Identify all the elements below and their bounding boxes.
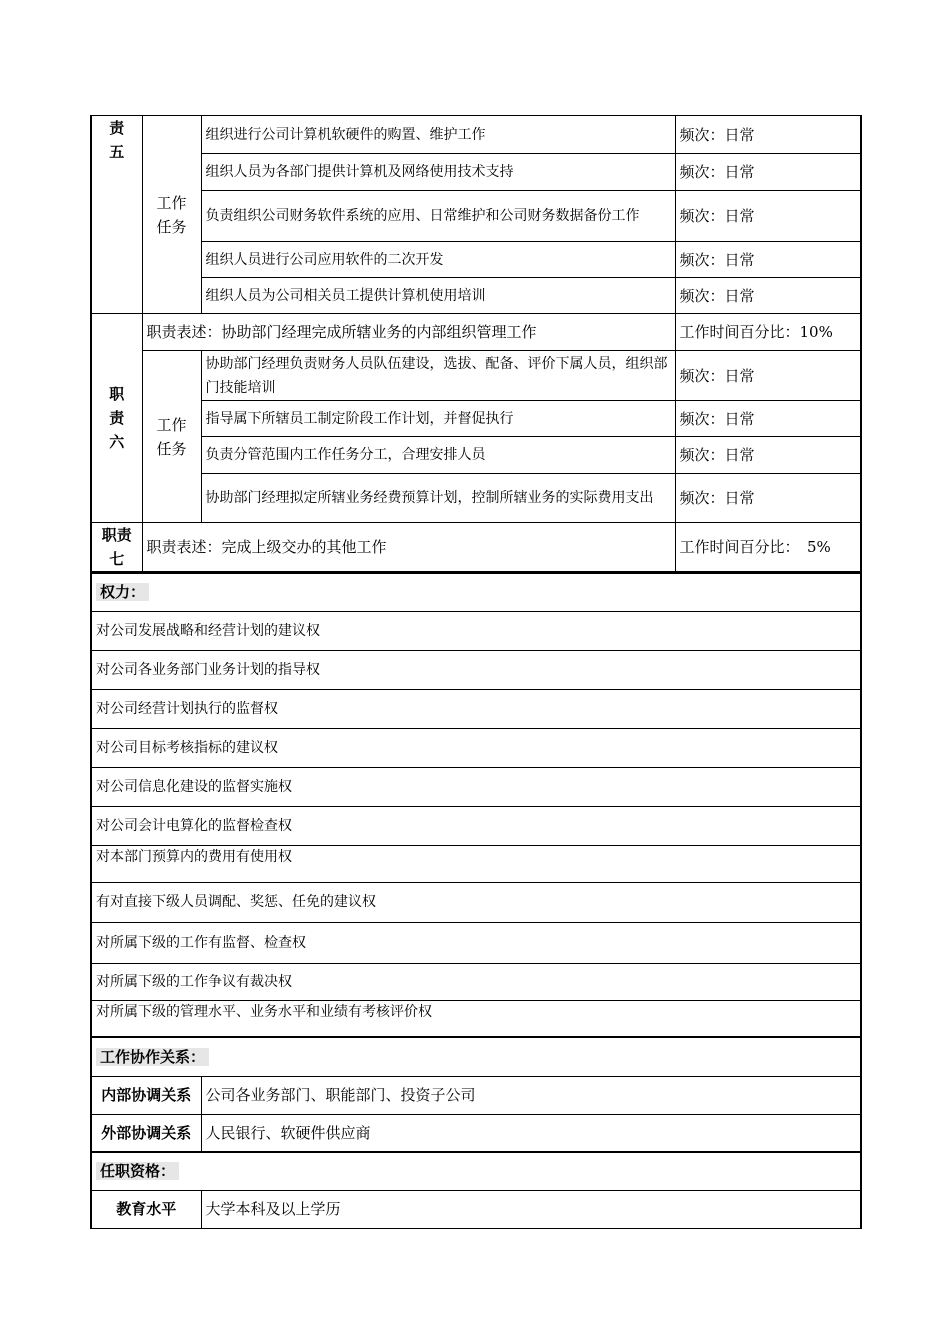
duty6-task-4: 协助部门经理拟定所辖业务经费预算计划，控制所辖业务的实际费用支出 [201, 474, 675, 523]
relations-section-title: 工作协作关系： [91, 1037, 861, 1076]
duty7-percent: 工作时间百分比： 5% [675, 523, 861, 572]
power-item: 对所属下级的工作争议有裁决权 [91, 963, 861, 1000]
power-item: 有对直接下级人员调配、奖惩、任免的建议权 [91, 882, 861, 922]
duty5-task-label: 工作 任务 [142, 116, 201, 314]
duty5-task-1: 组织进行公司计算机软硬件的购置、维护工作 [201, 116, 675, 154]
internal-relations-label: 内部协调关系 [91, 1076, 201, 1114]
duty7-statement: 职责表述：完成上级交办的其他工作 [142, 523, 675, 572]
duty7-label: 职责 七 [91, 523, 142, 572]
duties-table [90, 115, 862, 572]
powers-section-title: 权力： [91, 573, 861, 611]
duty6-freq-3: 频次：日常 [675, 437, 861, 474]
duty5-task-2: 组织人员为各部门提供计算机及网络使用技术支持 [201, 154, 675, 191]
duty5-freq-5: 频次：日常 [675, 278, 861, 314]
power-item: 对所属下级的工作有监督、检查权 [91, 922, 861, 963]
power-item: 对所属下级的管理水平、业务水平和业绩有考核评价权 [91, 1000, 861, 1037]
power-item: 对公司目标考核指标的建议权 [91, 728, 861, 767]
duty5-freq-1: 频次：日常 [675, 116, 861, 154]
external-relations-label: 外部协调关系 [91, 1114, 201, 1152]
duty6-task-3: 负责分管范围内工作任务分工，合理安排人员 [201, 437, 675, 474]
duty6-task-2: 指导属下所辖员工制定阶段工作计划，并督促执行 [201, 401, 675, 437]
power-item: 对公司会计电算化的监督检查权 [91, 806, 861, 845]
job-description-document [90, 115, 860, 1229]
duty5-freq-4: 频次：日常 [675, 242, 861, 278]
education-label: 教育水平 [91, 1190, 201, 1228]
power-item: 对公司经营计划执行的监督权 [91, 689, 861, 728]
duty5-freq-2: 频次：日常 [675, 154, 861, 191]
duty5-task-3: 负责组织公司财务软件系统的应用、日常维护和公司财务数据备份工作 [201, 191, 675, 242]
external-relations-value: 人民银行、软硬件供应商 [201, 1114, 861, 1152]
duty6-percent: 工作时间百分比：10% [675, 314, 861, 351]
duty5-task-4: 组织人员进行公司应用软件的二次开发 [201, 242, 675, 278]
power-item: 对本部门预算内的费用有使用权 [91, 845, 861, 882]
power-item: 对公司发展战略和经营计划的建议权 [91, 611, 861, 650]
duty6-label: 职 责 六 [91, 314, 142, 523]
duty6-freq-2: 频次：日常 [675, 401, 861, 437]
duty6-freq-1: 频次：日常 [675, 351, 861, 401]
duty6-statement: 职责表述：协助部门经理完成所辖业务的内部组织管理工作 [142, 314, 675, 351]
duty6-task-label: 工作 任务 [142, 351, 201, 523]
powers-table [90, 572, 862, 1229]
duty6-task-1: 协助部门经理负责财务人员队伍建设，选拔、配备、评价下属人员，组织部门技能培训 [201, 351, 675, 401]
duty6-freq-4: 频次：日常 [675, 474, 861, 523]
power-item: 对公司各业务部门业务计划的指导权 [91, 650, 861, 689]
power-item: 对公司信息化建设的监督实施权 [91, 767, 861, 806]
qualifications-section-title: 任职资格： [91, 1152, 861, 1190]
internal-relations-value: 公司各业务部门、职能部门、投资子公司 [201, 1076, 861, 1114]
duty5-task-5: 组织人员为公司相关员工提供计算机使用培训 [201, 278, 675, 314]
education-value: 大学本科及以上学历 [201, 1190, 861, 1228]
duty5-label: 责 五 [91, 116, 142, 314]
duty5-freq-3: 频次：日常 [675, 191, 861, 242]
